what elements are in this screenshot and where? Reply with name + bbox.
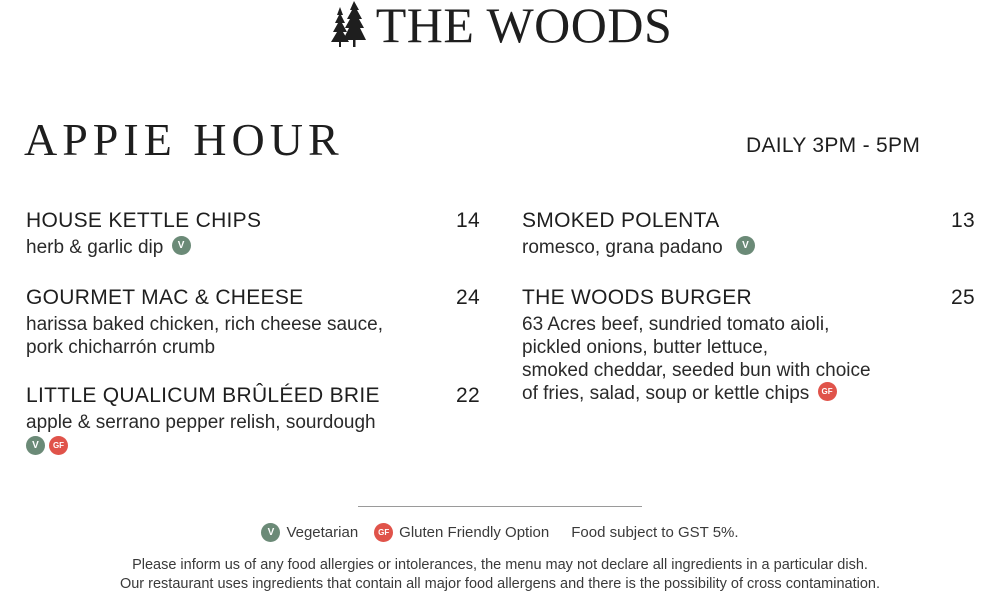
vegetarian-badge-icon: V (26, 436, 45, 455)
allergy-notice-line-1: Please inform us of any food allergies or intolerances, the menu may not declare all ingredients in a particular dish. (132, 557, 868, 573)
legend-gluten-friendly-label: Gluten Friendly Option (399, 524, 550, 541)
item-price: 22 (456, 384, 480, 407)
legend-vegetarian (261, 523, 358, 542)
item-description (26, 411, 480, 456)
item-description-text: of fries, salad, soup or kettle chips (522, 383, 810, 404)
legend-gluten-friendly (374, 523, 549, 542)
menu-item-house-kettle-chips (26, 208, 480, 259)
item-price: 13 (951, 209, 975, 232)
item-description-line (522, 382, 975, 405)
vegetarian-badge-icon: V (172, 236, 191, 255)
item-description-text: romesco, grana padano (522, 237, 723, 258)
tax-note: Food subject to GST 5%. (571, 524, 739, 541)
dietary-legend (0, 523, 1000, 542)
item-description-line: pickled onions, butter lettuce, (522, 337, 769, 358)
menu-item-smoked-polenta (522, 208, 975, 259)
vegetarian-badge-icon: V (261, 523, 280, 542)
item-name: HOUSE KETTLE CHIPS (26, 209, 262, 232)
menu-item-the-woods-burger (522, 285, 975, 405)
item-price: 25 (951, 286, 975, 309)
item-price: 14 (456, 209, 480, 232)
brand-name: THE WOODS (375, 0, 673, 53)
item-description-line: pork chicharrón crumb (26, 337, 216, 358)
item-description-line: smoked cheddar, seeded bun with choice (522, 360, 871, 381)
item-name: LITTLE QUALICUM BRÛLÉED BRIE (26, 384, 380, 407)
footer-divider (358, 506, 642, 507)
menu-item-gourmet-mac-cheese (26, 285, 480, 359)
item-description-text: apple & serrano pepper relish, sourdough (26, 412, 376, 433)
vegetarian-badge-icon: V (736, 236, 755, 255)
brand-logo (0, 0, 1000, 53)
menu-item-bruleed-brie (26, 383, 480, 456)
item-name: SMOKED POLENTA (522, 209, 720, 232)
item-description (522, 313, 975, 405)
item-description (26, 236, 480, 259)
item-description-text: herb & garlic dip (26, 237, 164, 258)
item-name: GOURMET MAC & CHEESE (26, 286, 304, 309)
item-description-line: harissa baked chicken, rich cheese sauce, (26, 314, 383, 335)
gluten-friendly-badge-icon: GF (374, 523, 393, 542)
item-description-line: 63 Acres beef, sundried tomato aioli, (522, 314, 830, 335)
item-name: THE WOODS BURGER (522, 286, 752, 309)
pine-trees-icon (328, 1, 368, 49)
item-description (26, 313, 480, 359)
allergy-notice-line-2: Our restaurant uses ingredients that contain all major food allergens and there is the possibility of cross contamination. (119, 576, 881, 592)
menu-hours: DAILY 3PM - 5PM (746, 134, 921, 157)
item-price: 24 (456, 286, 480, 309)
legend-vegetarian-label: Vegetarian (286, 524, 359, 541)
item-description (522, 236, 975, 259)
item-badges (26, 436, 480, 456)
gluten-friendly-badge-icon: GF (818, 382, 837, 401)
gluten-friendly-badge-icon: GF (49, 436, 68, 455)
menu-title: APPIE HOUR (24, 114, 344, 165)
